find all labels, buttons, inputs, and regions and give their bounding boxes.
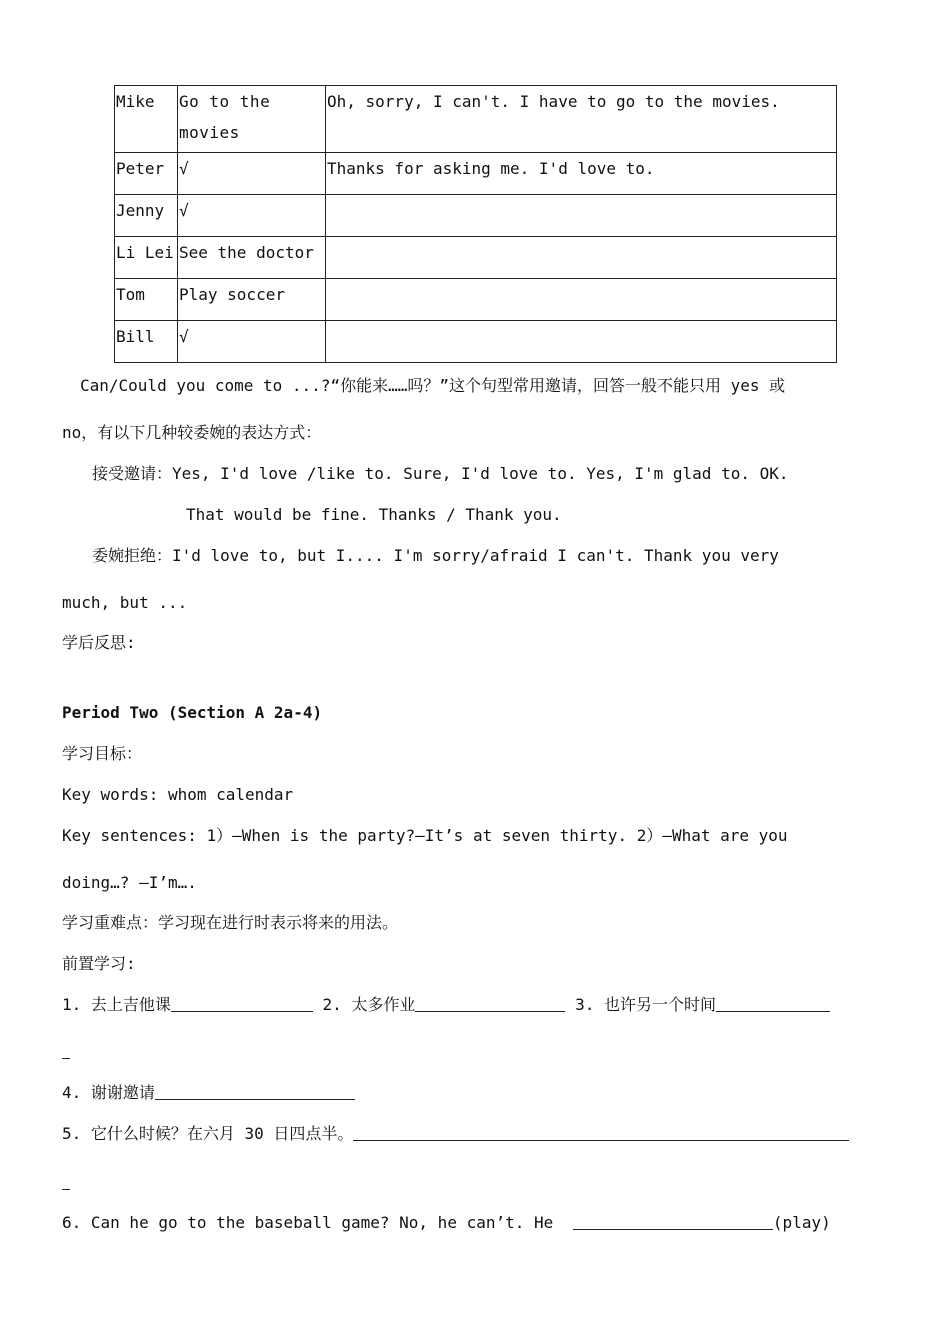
exercise-6-prompt: 6. Can he go to the baseball game? No, he can’t. He bbox=[62, 1213, 554, 1232]
table-row bbox=[115, 321, 837, 363]
answer-blank-6[interactable] bbox=[573, 1213, 773, 1230]
blank-continuation bbox=[62, 1058, 70, 1059]
activity-cell: Play soccer bbox=[178, 279, 326, 321]
table-row bbox=[115, 237, 837, 279]
exercise-row-1 bbox=[62, 994, 830, 1016]
table-row bbox=[115, 195, 837, 237]
key-sentences-continued: doing…? —I’m…. bbox=[62, 873, 197, 892]
accept-expressions: 接受邀请：Yes, I'd love /like to. Sure, I'd love to. Yes, I'm glad to. OK. bbox=[92, 464, 789, 483]
decline-expressions: 委婉拒绝：I'd love to, but I.... I'm sorry/afraid I can't. Thank you very bbox=[92, 546, 779, 565]
activity-cell: √ bbox=[178, 153, 326, 195]
pre-study-label: 前置学习: bbox=[62, 954, 136, 973]
table-row bbox=[115, 153, 837, 195]
name-cell: Mike bbox=[115, 86, 178, 153]
answer-blank-1[interactable] bbox=[171, 995, 313, 1012]
intro-text: Can/Could you come to ...?“你能来……吗？”这个句型常用邀请，回答一般不能只用 yes 或 bbox=[80, 376, 786, 395]
table-row bbox=[115, 86, 837, 153]
invitation-table bbox=[114, 85, 837, 363]
exercise-4-prompt: 4. 谢谢邀请 bbox=[62, 1083, 155, 1102]
exercise-2-prompt: 2. 太多作业 bbox=[322, 995, 416, 1014]
answer-blank-4[interactable] bbox=[155, 1083, 355, 1100]
section-title: Period Two (Section A 2a-4) bbox=[62, 703, 323, 722]
activity-cell: √ bbox=[178, 321, 326, 363]
activity-cell: Go to the movies bbox=[178, 86, 326, 153]
table-row bbox=[115, 279, 837, 321]
name-cell: Li Lei bbox=[115, 237, 178, 279]
exercise-6-hint: (play) bbox=[772, 1213, 831, 1232]
exercise-row-5 bbox=[62, 1123, 849, 1145]
name-cell: Jenny bbox=[115, 195, 178, 237]
reply-cell: Oh, sorry, I can't. I have to go to the movies. bbox=[326, 86, 837, 153]
reply-cell bbox=[326, 237, 837, 279]
name-cell: Bill bbox=[115, 321, 178, 363]
activity-cell: √ bbox=[178, 195, 326, 237]
intro-text-continued: no，有以下几种较委婉的表达方式： bbox=[62, 423, 322, 442]
key-sentences: Key sentences: 1）—When is the party?—It’s at seven thirty. 2）—What are you bbox=[62, 826, 788, 845]
name-cell: Tom bbox=[115, 279, 178, 321]
reflection-label: 学后反思: bbox=[62, 633, 136, 652]
objectives-label: 学习目标： bbox=[62, 744, 143, 763]
exercise-1-prompt: 1. 去上吉他课 bbox=[62, 995, 171, 1014]
reply-cell: Thanks for asking me. I'd love to. bbox=[326, 153, 837, 195]
blank-continuation bbox=[62, 1189, 70, 1190]
exercise-3-prompt: 3. 也许另一个时间 bbox=[575, 995, 716, 1014]
exercise-row-4 bbox=[62, 1082, 355, 1104]
reply-cell bbox=[326, 195, 837, 237]
answer-blank-5[interactable] bbox=[353, 1124, 849, 1141]
answer-blank-2[interactable] bbox=[415, 995, 565, 1012]
exercise-5-prompt: 5. 它什么时候？在六月 30 日四点半。 bbox=[62, 1124, 354, 1143]
reply-cell bbox=[326, 321, 837, 363]
key-words: Key words: whom calendar bbox=[62, 785, 294, 804]
exercise-row-6 bbox=[62, 1212, 831, 1234]
accept-expressions-continued: That would be fine. Thanks / Thank you. bbox=[186, 505, 562, 524]
activity-cell: See the doctor bbox=[178, 237, 326, 279]
name-cell: Peter bbox=[115, 153, 178, 195]
focus-text: 学习重难点：学习现在进行时表示将来的用法。 bbox=[62, 913, 399, 932]
decline-expressions-continued: much, but ... bbox=[62, 593, 188, 612]
reply-cell bbox=[326, 279, 837, 321]
answer-blank-3[interactable] bbox=[716, 995, 830, 1012]
